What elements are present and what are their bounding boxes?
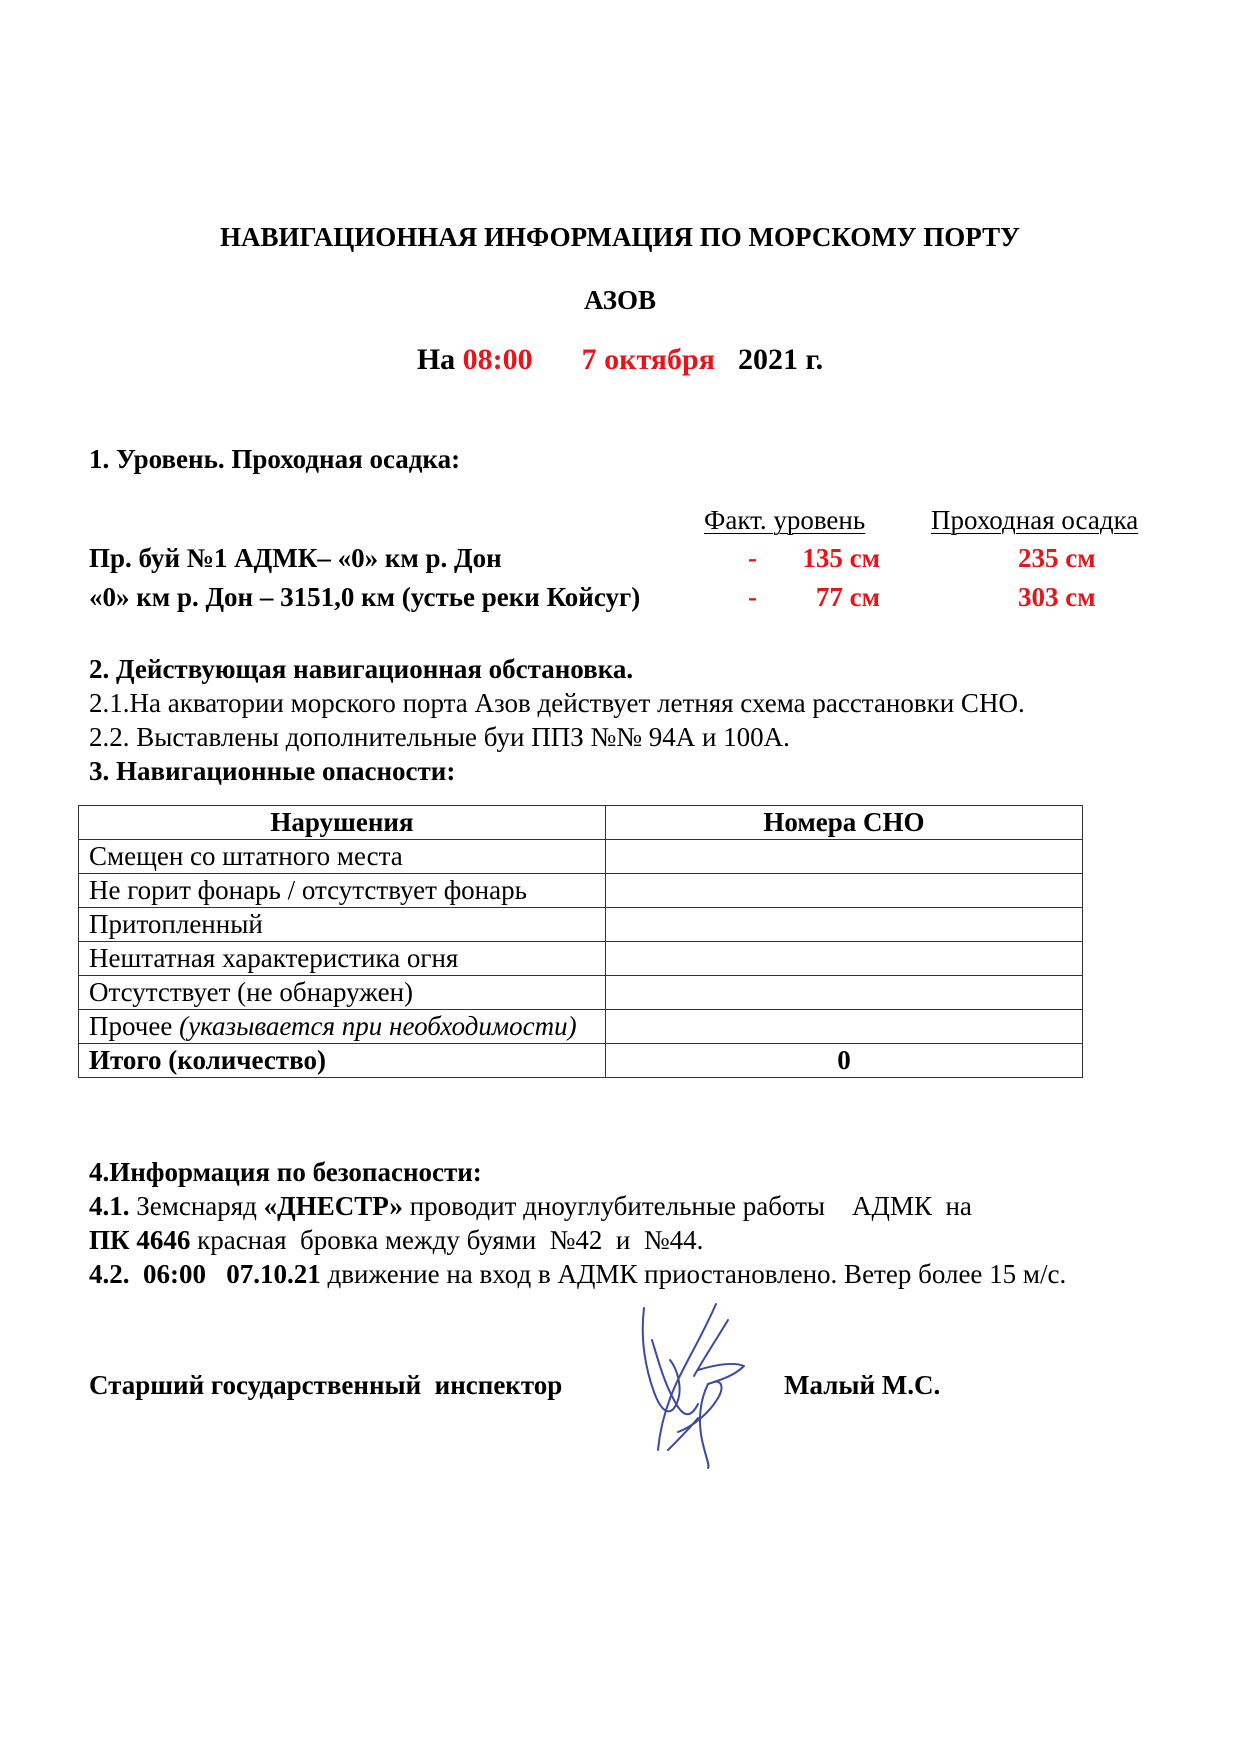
violation-label: Смещен со штатного места — [79, 840, 606, 874]
level-row-label: «0» км р. Дон – 3151,0 км (устье реки Койсуг) — [89, 582, 641, 612]
port-name: АЗОВ — [583, 285, 657, 315]
item2-number: 4.2. 06:00 07.10.21 — [89, 1259, 321, 1289]
violation-label: Притопленный — [79, 908, 606, 942]
signatory-position: Старший государственный инспектор — [89, 1370, 563, 1400]
total-value: 0 — [605, 1044, 1082, 1078]
col-numbers-header: Номера СНО — [605, 806, 1082, 840]
table-row — [79, 1010, 1083, 1044]
hazards-table — [78, 805, 1083, 1078]
table-header-row — [79, 806, 1083, 840]
handwritten-signature — [638, 1300, 768, 1470]
table-row — [79, 976, 1083, 1010]
item1-text2: красная бровка между буями №42 и №44. — [197, 1225, 704, 1255]
item2-text: движение на вход в АДМК приостановлено. Ветер более 15 м/с. — [327, 1259, 1067, 1289]
section3-heading: 3. Навигационные опасности: — [89, 756, 456, 786]
level-row-value: 135 см — [802, 543, 880, 573]
table-total-row — [79, 1044, 1083, 1078]
violation-value — [605, 976, 1082, 1010]
section4-item2 — [89, 1259, 1066, 1290]
date-prefix: На — [416, 343, 456, 376]
draft-row-value: 303 см — [1018, 582, 1096, 612]
level-row-label: Пр. буй №1 АДМК– «0» км р. Дон — [89, 543, 502, 573]
section2-item: 2.2. Выставлены дополнительные буи ППЗ №№ 94А и 100А. — [89, 722, 790, 752]
total-label: Итого (количество) — [79, 1044, 606, 1078]
other-note: (указывается при необходимости) — [179, 1011, 577, 1041]
section2-heading: 2. Действующая навигационная обстановка. — [89, 654, 634, 684]
section1-heading: 1. Уровень. Проходная осадка: — [89, 444, 461, 474]
violation-label-other — [79, 1010, 606, 1044]
violation-label: Отсутствует (не обнаружен) — [79, 976, 606, 1010]
item1-text: проводит дноуглубительные работы АДМК на — [409, 1191, 972, 1221]
section4-item1-cont — [89, 1225, 703, 1256]
table-row — [79, 874, 1083, 908]
table-row — [79, 840, 1083, 874]
item1-number: 4.1. — [89, 1191, 130, 1221]
item1-ship: «ДНЕСТР» — [263, 1191, 403, 1221]
violation-value — [605, 942, 1082, 976]
level-row-sign: - — [748, 582, 757, 612]
violation-label: Не горит фонарь / отсутствует фонарь — [79, 874, 606, 908]
violation-value — [605, 874, 1082, 908]
report-datetime — [0, 343, 1240, 377]
level-row-sign: - — [748, 543, 757, 573]
section4-heading: 4.Информация по безопасности: — [89, 1157, 482, 1187]
report-time: 08:00 — [462, 343, 533, 376]
violation-value — [605, 840, 1082, 874]
draft-row-value: 235 см — [1018, 543, 1096, 573]
col-violations-header: Нарушения — [79, 806, 606, 840]
col-fact-level: Факт. уровень — [704, 505, 866, 535]
level-row-value: 77 см — [815, 582, 880, 612]
report-date: 7 октября — [581, 343, 715, 376]
item1-pk: ПК 4646 — [89, 1225, 191, 1255]
violation-value — [605, 908, 1082, 942]
other-label: Прочее — [89, 1011, 173, 1041]
violation-value — [605, 1010, 1082, 1044]
document-title: НАВИГАЦИОННАЯ ИНФОРМАЦИЯ ПО МОРСКОМУ ПОРТУ — [220, 222, 1020, 252]
item1-pre: Земснаряд — [136, 1191, 257, 1221]
table-row — [79, 942, 1083, 976]
col-passage-draft: Проходная осадка — [931, 505, 1139, 535]
table-row — [79, 908, 1083, 942]
violation-label: Нештатная характеристика огня — [79, 942, 606, 976]
section4-item1 — [89, 1191, 972, 1222]
signatory-name: Малый М.С. — [784, 1370, 941, 1400]
section2-item: 2.1.На акватории морского порта Азов действует летняя схема расстановки СНО. — [89, 688, 1025, 718]
report-year: 2021 г. — [737, 343, 824, 376]
